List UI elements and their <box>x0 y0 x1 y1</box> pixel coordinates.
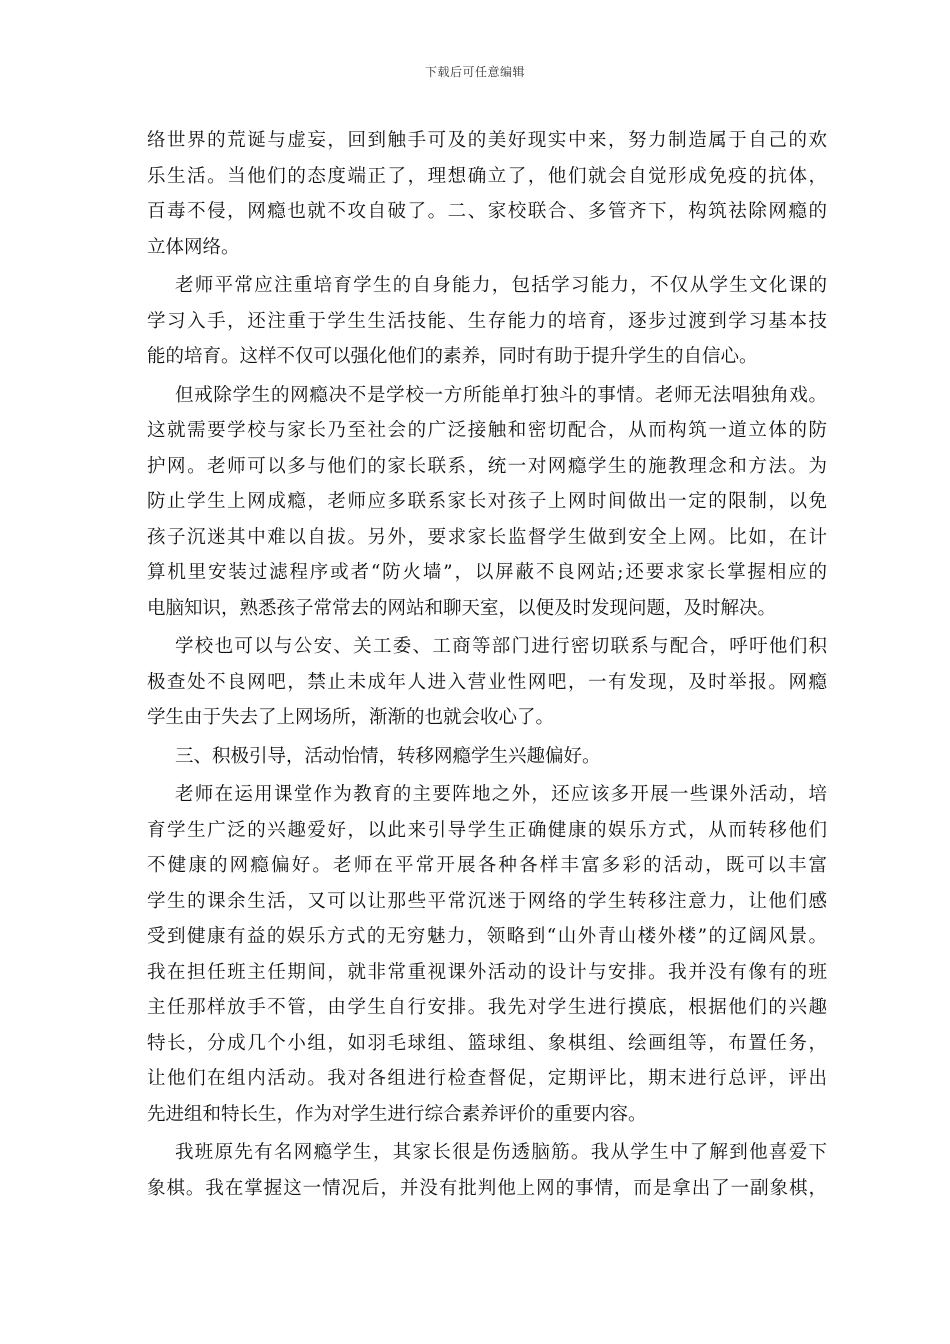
text-line: 百毒不侵，网瘾也就不攻自破了。二、家校联合、多管齐下，构筑祛除网瘾的 <box>147 201 827 222</box>
text-line: 三、积极引导，活动怡情，转移网瘾学生兴趣偏好。 <box>175 745 601 767</box>
text-line: 学校也可以与公安、关工委、工商等部门进行密切联系与配合，呼吁他们积 <box>175 636 827 657</box>
text-line: 老师在运用课堂作为教育的主要阵地之外，还应该多开展一些课外活动，培 <box>175 784 827 805</box>
page-header: 下载后可任意编辑 <box>424 65 525 79</box>
text-line: 学生的课余生活，又可以让那些平常沉迷于网络的学生转移注意力，让他们感 <box>147 890 827 912</box>
text-line: 我在担任班主任期间，就非常重视课外活动的设计与安排。我并没有像有的班 <box>147 961 827 983</box>
text-line: 乐生活。当他们的态度端正了，理想确立了，他们就会自觉形成免疫的抗体， <box>147 165 827 187</box>
text-line: 电脑知识，熟悉孩子常常去的网站和聊天室，以便及时发现问题，及时解决。 <box>147 597 777 619</box>
text-line: 老师平常应注重培育学生的自身能力，包括学习能力，不仅从学生文化课的 <box>175 275 827 296</box>
paragraph <box>147 777 827 1132</box>
text-line: 防止学生上网成瘾，老师应多联系家长对孩子上网时间做出一定的限制，以免 <box>147 491 827 512</box>
text-line: 不健康的网瘾偏好。老师在平常开展各种各样丰富多彩的活动，既可以丰富 <box>147 855 827 876</box>
text-line: 学生由于失去了上网场所，渐渐的也就会收心了。 <box>147 707 555 728</box>
text-line: 护网。老师可以多与他们的家长联系，统一对网瘾学生的施教理念和方法。为 <box>147 455 827 477</box>
text-line: 络世界的荒诞与虚妄，回到触手可及的美好现实中来，努力制造属于自己的欢 <box>147 130 827 151</box>
text-line: 特长，分成几个小组，如羽毛球组、篮球组、象棋组、绘画组等，布置任务， <box>147 1032 827 1054</box>
paragraph <box>147 268 827 375</box>
paragraph <box>147 629 827 736</box>
text-line: 这就需要学校与家长乃至社会的广泛接触和密切配合，从而构筑一道立体的防 <box>147 420 827 441</box>
text-line: 我班原先有名网瘾学生，其家长很是伤透脑筋。我从学生中了解到他喜爱下 <box>175 1142 827 1163</box>
text-line: 主任那样放手不管，由学生自行安排。我先对学生进行摸底，根据他们的兴趣 <box>147 997 827 1018</box>
text-line: 孩子沉迷其中难以自拔。另外，要求家长监督学生做到安全上网。比如，在计 <box>147 526 827 548</box>
text-line: 受到健康有益的娱乐方式的无穷魅力，领略到“山外青山楼外楼”的辽阔风景。 <box>147 926 827 947</box>
section-heading <box>147 739 827 775</box>
text-line: 极查处不良网吧，禁止未成年人进入营业性网吧，一有发现，及时举报。网瘾 <box>147 671 827 693</box>
text-line: 先进组和特长生，作为对学生进行综合素养评价的重要内容。 <box>147 1103 647 1125</box>
text-line: 学习入手，还注重于学生生活技能、生存能力的培育，逐步过渡到学习基本技 <box>147 310 827 332</box>
paragraph <box>147 123 827 265</box>
text-line: 育学生广泛的兴趣爱好，以此来引导学生正确健康的娱乐方式，从而转移他们 <box>147 819 827 841</box>
paragraph <box>147 378 827 627</box>
document-body <box>147 123 827 1206</box>
text-line: 象棋。我在掌握这一情况后，并没有批判他上网的事情，而是拿出了一副象棋， <box>147 1177 827 1199</box>
text-line: 能的培育。这样不仅可以强化他们的素养，同时有助于提升学生的自信心。 <box>147 346 758 367</box>
text-line: 立体网络。 <box>147 236 240 258</box>
text-line: 但戒除学生的网瘾决不是学校一方所能单打独斗的事情。老师无法唱独角戏。 <box>175 384 827 406</box>
text-line: 让他们在组内活动。我对各组进行检查督促，定期评比，期末进行总评，评出 <box>147 1068 827 1089</box>
paragraph <box>147 1135 827 1206</box>
text-line: 算机里安装过滤程序或者“防火墙”，以屏蔽不良网站;还要求家长掌握相应的 <box>147 562 827 583</box>
